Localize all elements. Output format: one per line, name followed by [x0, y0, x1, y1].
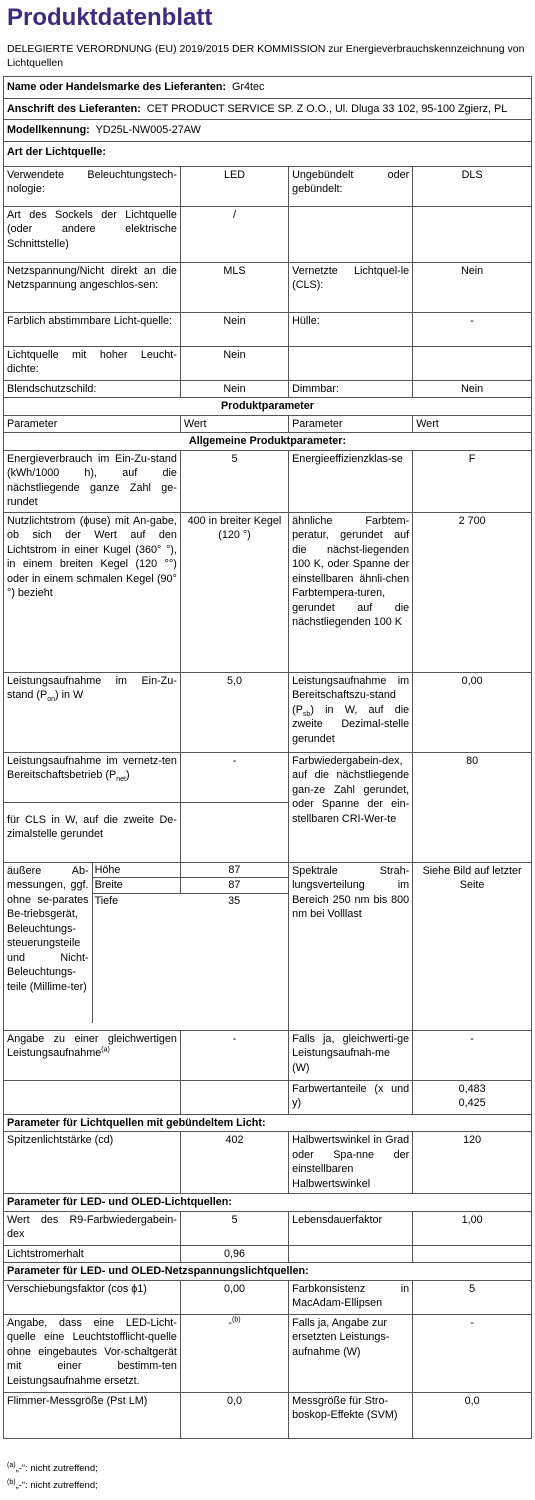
type-row: Blendschutzschild: Nein Dimmbar: Nein [4, 380, 532, 398]
dimension-name: Tiefe [94, 894, 119, 907]
model-row [4, 120, 532, 142]
dimension-name: Höhe [92, 863, 180, 878]
dimensions-table [4, 863, 288, 1024]
datasheet-table [3, 76, 532, 1439]
column-header-row: Parameter Wert Parameter Wert [4, 415, 532, 433]
dimension-value: 87 [180, 863, 288, 878]
section-header-directional: Parameter für Lichtquellen mit gebündeltem Licht: [4, 1114, 532, 1132]
model-label: Modellkennung: [7, 124, 90, 136]
param-row-energy: Energieverbrauch im Ein-Zu-stand (kWh/1000 h), auf die nächstliegende ganze Zahl ge-rundet 5 Energieeffizienzklas-se F [4, 450, 532, 512]
footnote-a: $^{(a)}$„-“: nicht zutreffend; [7, 1461, 98, 1474]
param-row-peak-intensity: Spitzenlichtstärke (cd) 402 Halbwertswinkel in Grad oder Spa-nne der einstellbaren Halbwertswinkel 120 [4, 1132, 532, 1194]
type-row: Netzspannung/Nicht direkt an die Netzspannung angeschlos-sen: MLS Vernetzte Lichtquel-le (CLS): Nein [4, 262, 532, 312]
param-row-on-mode-power: Leistungsaufnahme im Ein-Zu-stand $(P_{on})$ in W 5,0 Leistungsaufnahme im Bereitschaftszu-stand $(P_{sb})$ in W, auf die zweite Dezimal-stelle gerundet 0,00 [4, 672, 532, 752]
supplier-name-row [4, 77, 532, 99]
param-row-lumen-maintenance: Lichtstromerhalt 0,96 [4, 1245, 532, 1263]
type-row: Lichtquelle mit hoher Leucht-dichte: Nein [4, 346, 532, 380]
supplier-address-row [4, 98, 532, 120]
section-header-light-source-type: Art der Lichtquelle: [4, 141, 532, 166]
param-row-displacement: Verschiebungsfaktor (cos ϕ1) 0,00 Farbkonsistenz in MacAdam-Ellipsen 5 [4, 1280, 532, 1314]
param-row-networked-standby: Leistungsaufnahme im vernetz-ten Bereitschaftsbetrieb $(P_{net})$ - Farbwiedergabein-dex, auf die nächstliegende gan-ze Zahl gerundet, oder Spanne der ein-stellbaren CRI-Wer-te 80 [4, 752, 532, 802]
param-row-networked-standby-cont: für CLS in W, auf die zweite De-zimalstelle gerundet [4, 802, 532, 862]
section-header-product-params: Produktparameter [4, 398, 532, 416]
section-header-mains: Parameter für LED- und OLED-Netzspannungslichtquellen: [4, 1263, 532, 1281]
param-row-flicker: Flimmer-Messgröße (Pst LM) 0,0 Messgröße für Stro-boskop-Effekte (SVM) 0,0 [4, 1392, 532, 1438]
type-row: Art des Sockels der Lichtquelle (oder andere elektrische Schnittstelle) / [4, 206, 532, 262]
dimensions-label: äußere Ab-messungen, ggf. ohne se-parates Be-triebsgerät, Beleuchtungs-steuerungsteile und Nicht-Beleuchtungs-teile (Millime-ter) [4, 863, 92, 1024]
model-id: YD25L-NW005-27AW [95, 124, 201, 136]
dimension-value: 87 [180, 878, 288, 894]
param-row-equivalent-power: Angabe zu einer gleichwertigen Leistungsaufnahme$^{(a)}$ - Falls ja, gleichwerti-ge Leistungsaufnah-me (W) - [4, 1030, 532, 1080]
param-row-chromaticity: Farbwertanteile (x und y) 0,483 0,425 [4, 1080, 532, 1114]
section-header-general-params: Allgemeine Produktparameter: [4, 433, 532, 451]
param-row-dimensions: äußere Ab-messungen, ggf. ohne se-parates Be-triebsgerät, Beleuchtungs-steuerungsteile und Nicht-Beleuchtungs-teile (Millime-ter) Höhe 87 Breite 87 Tiefe 35 Spektrale Strah-lungsverteilung im Bereich 250 nm bis 800 nm bei Volllast Siehe Bild auf letzter Seite [4, 862, 532, 1030]
param-row-r9: Wert des R9-Farbwiedergabein-dex 5 Lebensdauerfaktor 1,00 [4, 1211, 532, 1245]
regulation-intro: DELEGIERTE VERORDNUNG (EU) 2019/2015 DER KOMMISSION zur Energieverbrauchskennzeichnung von Lichtquellen [7, 43, 525, 69]
dimension-value: 35 [228, 894, 241, 907]
supplier-name-label: Name oder Handelsmarke des Lieferanten: [7, 81, 227, 93]
supplier-address: CET PRODUCT SERVICE SP. Z O.O., Ul. Dluga 33 102, 95-100 Zgierz, PL [146, 102, 508, 115]
supplier-address-label: Anschrift des Lieferanten: [7, 102, 141, 115]
type-row: Verwendete Beleuchtungstech-nologie: LED Ungebündelt oder gebündelt: DLS [4, 166, 532, 206]
param-row-fluorescent-replacement: Angabe, dass eine LED-Licht-quelle eine Leuchtstofflicht-quelle ohne eingebautes Vor-schaltgerät mit einer bestimm-ten Leistungsaufnahme ersetzt. -$^{(b)}$ Falls ja, Angabe zur ersetzten Leistungs-aufnahme (W) - [4, 1314, 532, 1392]
section-header-led: Parameter für LED- und OLED-Lichtquellen: [4, 1194, 532, 1212]
type-row: Farblich abstimmbare Licht-quelle: Nein Hülle: - [4, 312, 532, 346]
page-title: Produktdatenblatt [7, 4, 213, 31]
param-row-luminous-flux: Nutzlichtstrom (ϕuse) mit An-gabe, ob sich der Wert auf den Lichtstrom in einer Kugel (360° °), in einem breiten Kegel (120 °°) oder in einem schmalen Kegel (90° °) bezieht 400 in breiter Kegel (120 °) ähnliche Farbtem-peratur, gerundet auf die nächst-liegenden 100 K, oder Spanne der einstellbaren ähnli-chen Farbtempera-turen, gerundet auf die nächstliegenden 100 K 2 700 [4, 512, 532, 672]
supplier-name: Gr4tec [232, 81, 265, 93]
footnote-b: $^{(b)}$„-“: nicht zutreffend; [7, 1478, 98, 1491]
dimension-name: Breite [92, 878, 180, 894]
